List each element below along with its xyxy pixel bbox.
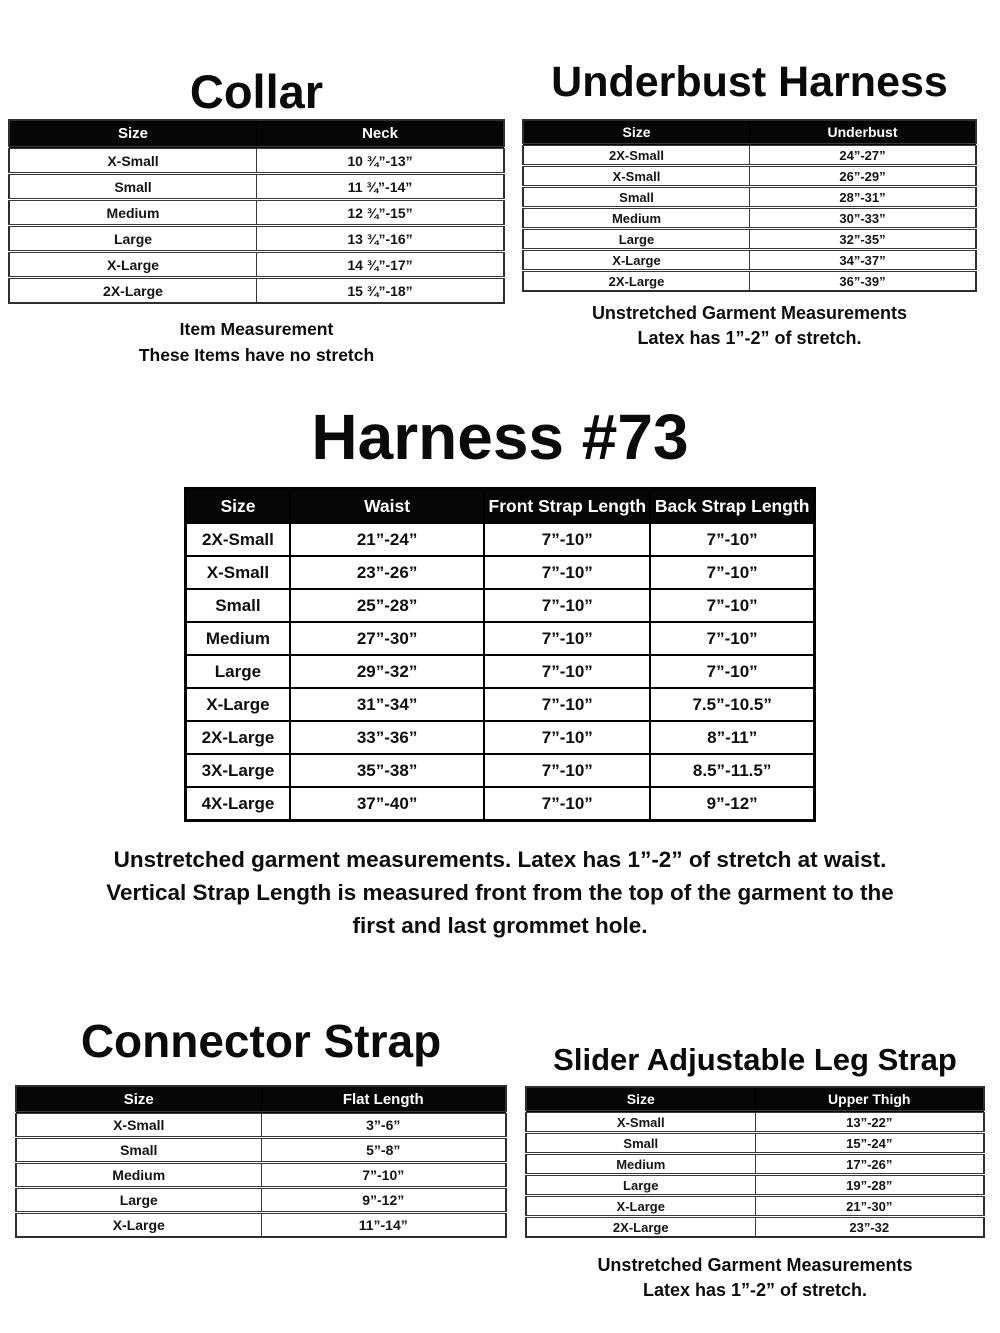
table-cell: X-Small bbox=[526, 1112, 755, 1133]
table-cell: Small bbox=[186, 589, 290, 622]
connector-strap-title: Connector Strap bbox=[80, 1015, 442, 1067]
table-cell: 13”-22” bbox=[755, 1112, 984, 1133]
table-row bbox=[526, 1112, 984, 1133]
table-cell: 7”-10” bbox=[650, 523, 814, 556]
column-header-size: Size bbox=[9, 120, 257, 148]
table-cell: 25”-28” bbox=[290, 589, 484, 622]
table-cell: X-Small bbox=[186, 556, 290, 589]
table-row bbox=[523, 166, 976, 187]
table-row bbox=[186, 622, 815, 655]
table-cell: X-Large bbox=[9, 252, 257, 278]
table-cell: Large bbox=[186, 655, 290, 688]
table-cell: 15 ¾”-18” bbox=[257, 278, 505, 304]
underbust-harness-section bbox=[522, 60, 977, 351]
table-cell: 15”-24” bbox=[755, 1133, 984, 1154]
underbust-caption bbox=[522, 301, 977, 351]
table-row bbox=[16, 1138, 506, 1163]
caption-line: first and last grommet hole. bbox=[352, 913, 648, 938]
column-header-size: Size bbox=[186, 489, 290, 524]
table-cell: X-Small bbox=[16, 1113, 261, 1138]
table-cell: 7”-10” bbox=[650, 622, 814, 655]
table-row bbox=[523, 229, 976, 250]
column-header-waist: Waist bbox=[290, 489, 484, 524]
table-cell: Large bbox=[9, 226, 257, 252]
leg-strap-caption bbox=[525, 1253, 985, 1303]
table-cell: Small bbox=[16, 1138, 261, 1163]
table-cell: 7”-10” bbox=[650, 589, 814, 622]
table-row bbox=[523, 250, 976, 271]
table-row bbox=[526, 1175, 984, 1196]
caption-line: Item Measurement bbox=[179, 319, 334, 339]
table-row bbox=[9, 252, 504, 278]
table-cell: Large bbox=[526, 1175, 755, 1196]
table-row bbox=[526, 1154, 984, 1175]
header-row bbox=[9, 120, 504, 148]
table-row bbox=[186, 688, 815, 721]
table-cell: Medium bbox=[186, 622, 290, 655]
column-header-underbust: Underbust bbox=[750, 120, 977, 145]
table-cell: 7”-10” bbox=[484, 556, 650, 589]
table-cell: 35”-38” bbox=[290, 754, 484, 787]
table-cell: X-Large bbox=[16, 1213, 261, 1238]
table-cell: 7”-10” bbox=[484, 523, 650, 556]
table-cell: 19”-28” bbox=[755, 1175, 984, 1196]
table-cell: 14 ¾”-17” bbox=[257, 252, 505, 278]
table-cell: 7.5”-10.5” bbox=[650, 688, 814, 721]
table-cell: 2X-Large bbox=[526, 1217, 755, 1238]
table-cell: 31”-34” bbox=[290, 688, 484, 721]
caption-line: These Items have no stretch bbox=[138, 345, 375, 365]
column-header-neck: Neck bbox=[257, 120, 505, 148]
table-cell: 7”-10” bbox=[484, 622, 650, 655]
table-cell: Medium bbox=[9, 200, 257, 226]
table-row bbox=[523, 187, 976, 208]
header-row bbox=[526, 1087, 984, 1112]
harness-73-table bbox=[184, 487, 816, 822]
table-cell: 29”-32” bbox=[290, 655, 484, 688]
table-row bbox=[16, 1113, 506, 1138]
underbust-harness-table bbox=[522, 119, 977, 292]
connector-strap-table bbox=[15, 1085, 507, 1238]
table-cell: 33”-36” bbox=[290, 721, 484, 754]
table-cell: 2X-Small bbox=[523, 145, 750, 166]
column-header-size: Size bbox=[523, 120, 750, 145]
table-cell: 10 ¾”-13” bbox=[257, 148, 505, 174]
table-row bbox=[186, 523, 815, 556]
table-cell: 24”-27” bbox=[750, 145, 977, 166]
table-cell: Medium bbox=[526, 1154, 755, 1175]
table-cell: 21”-24” bbox=[290, 523, 484, 556]
table-row bbox=[186, 721, 815, 754]
column-header-size: Size bbox=[526, 1087, 755, 1112]
table-row bbox=[523, 145, 976, 166]
table-cell: 2X-Large bbox=[9, 278, 257, 304]
harness-73-section bbox=[0, 402, 1000, 942]
table-cell: Small bbox=[9, 174, 257, 200]
underbust-harness-title: Underbust Harness bbox=[551, 58, 948, 106]
table-cell: 8”-11” bbox=[650, 721, 814, 754]
table-cell: 9”-12” bbox=[261, 1188, 506, 1213]
table-cell: 7”-10” bbox=[484, 589, 650, 622]
table-cell: X-Large bbox=[186, 688, 290, 721]
table-row bbox=[9, 174, 504, 200]
table-cell: 36”-39” bbox=[750, 271, 977, 292]
table-row bbox=[523, 208, 976, 229]
harness-73-title: Harness #73 bbox=[311, 401, 689, 473]
table-cell: X-Small bbox=[523, 166, 750, 187]
column-header-size: Size bbox=[16, 1086, 261, 1113]
table-row bbox=[9, 148, 504, 174]
table-row bbox=[523, 271, 976, 292]
table-cell: 27”-30” bbox=[290, 622, 484, 655]
connector-strap-section bbox=[15, 1016, 507, 1238]
table-cell: 30”-33” bbox=[750, 208, 977, 229]
table-cell: 11”-14” bbox=[261, 1213, 506, 1238]
table-cell: 32”-35” bbox=[750, 229, 977, 250]
header-row bbox=[523, 120, 976, 145]
table-row bbox=[186, 787, 815, 821]
collar-title: Collar bbox=[189, 65, 324, 118]
table-row bbox=[16, 1213, 506, 1238]
table-cell: 4X-Large bbox=[186, 787, 290, 821]
caption-line: Unstretched Garment Measurements bbox=[591, 303, 908, 323]
table-cell: 21”-30” bbox=[755, 1196, 984, 1217]
table-cell: 8.5”-11.5” bbox=[650, 754, 814, 787]
table-cell: 2X-Large bbox=[186, 721, 290, 754]
table-cell: 7”-10” bbox=[484, 721, 650, 754]
table-cell: 37”-40” bbox=[290, 787, 484, 821]
table-cell: 7”-10” bbox=[484, 655, 650, 688]
table-cell: 7”-10” bbox=[484, 688, 650, 721]
leg-strap-section bbox=[525, 1042, 985, 1303]
caption-line: Latex has 1”-2” of stretch. bbox=[642, 1280, 868, 1300]
table-cell: 2X-Large bbox=[523, 271, 750, 292]
table-row bbox=[9, 278, 504, 304]
leg-strap-title: Slider Adjustable Leg Strap bbox=[553, 1042, 957, 1077]
table-row bbox=[526, 1196, 984, 1217]
table-cell: Large bbox=[16, 1188, 261, 1213]
table-cell: 23”-32 bbox=[755, 1217, 984, 1238]
leg-strap-table bbox=[525, 1086, 985, 1238]
table-cell: Medium bbox=[523, 208, 750, 229]
table-row bbox=[9, 226, 504, 252]
table-cell: Large bbox=[523, 229, 750, 250]
table-row bbox=[186, 655, 815, 688]
table-row bbox=[186, 754, 815, 787]
table-cell: 3”-6” bbox=[261, 1113, 506, 1138]
column-header-front-strap: Front Strap Length bbox=[484, 489, 650, 524]
table-cell: 28”-31” bbox=[750, 187, 977, 208]
table-cell: Small bbox=[523, 187, 750, 208]
table-cell: 7”-10” bbox=[484, 754, 650, 787]
harness-73-caption bbox=[0, 843, 1000, 942]
table-cell: 7”-10” bbox=[650, 655, 814, 688]
header-row bbox=[186, 489, 815, 524]
table-cell: 12 ¾”-15” bbox=[257, 200, 505, 226]
table-cell: 7”-10” bbox=[484, 787, 650, 821]
table-cell: X-Large bbox=[526, 1196, 755, 1217]
table-cell: 23”-26” bbox=[290, 556, 484, 589]
caption-line: Unstretched Garment Measurements bbox=[597, 1255, 913, 1275]
collar-table bbox=[8, 119, 505, 304]
table-row bbox=[526, 1217, 984, 1238]
collar-section bbox=[8, 65, 505, 368]
caption-line: Latex has 1”-2” of stretch. bbox=[637, 328, 862, 348]
table-row bbox=[526, 1133, 984, 1154]
table-cell: 11 ¾”-14” bbox=[257, 174, 505, 200]
table-cell: 9”-12” bbox=[650, 787, 814, 821]
table-cell: Small bbox=[526, 1133, 755, 1154]
table-cell: 7”-10” bbox=[261, 1163, 506, 1188]
table-cell: 34”-37” bbox=[750, 250, 977, 271]
table-row bbox=[9, 200, 504, 226]
table-cell: 17”-26” bbox=[755, 1154, 984, 1175]
table-cell: 2X-Small bbox=[186, 523, 290, 556]
table-cell: 26”-29” bbox=[750, 166, 977, 187]
table-row bbox=[186, 556, 815, 589]
column-header-flat-length: Flat Length bbox=[261, 1086, 506, 1113]
table-row bbox=[16, 1188, 506, 1213]
caption-line: Vertical Strap Length is measured front from the top of the garment to the bbox=[106, 880, 894, 905]
table-cell: Medium bbox=[16, 1163, 261, 1188]
header-row bbox=[16, 1086, 506, 1113]
collar-caption bbox=[8, 316, 505, 368]
table-cell: X-Small bbox=[9, 148, 257, 174]
table-cell: 13 ¾”-16” bbox=[257, 226, 505, 252]
column-header-back-strap: Back Strap Length bbox=[650, 489, 814, 524]
table-cell: 7”-10” bbox=[650, 556, 814, 589]
table-row bbox=[186, 589, 815, 622]
column-header-upper-thigh: Upper Thigh bbox=[755, 1087, 984, 1112]
table-cell: X-Large bbox=[523, 250, 750, 271]
caption-line: Unstretched garment measurements. Latex has 1”-2” of stretch at waist. bbox=[113, 847, 887, 872]
table-row bbox=[16, 1163, 506, 1188]
table-cell: 3X-Large bbox=[186, 754, 290, 787]
table-cell: 5”-8” bbox=[261, 1138, 506, 1163]
